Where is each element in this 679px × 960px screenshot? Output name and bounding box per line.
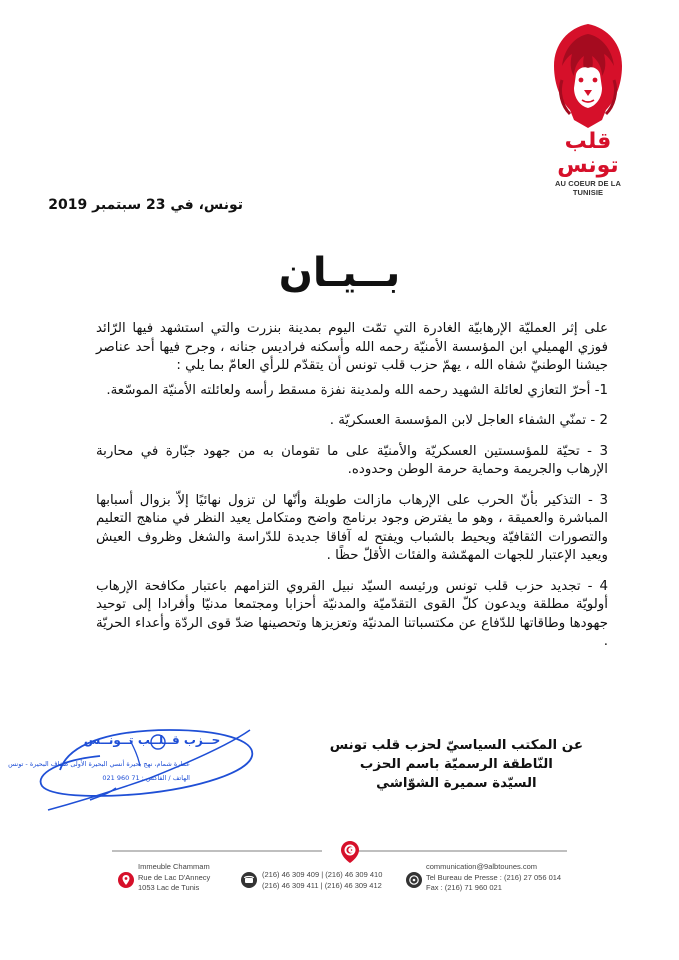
logo-arabic-name: قلب تونس <box>557 129 619 178</box>
lion-logo-icon <box>548 22 628 134</box>
document-date: تونس، في 23 سبتمبر 2019 <box>48 197 243 213</box>
stamp-address: عمارة شمام، نهج بحيرة أنسي البحيرة الأولى ضفاف البحيرة - تونس <box>8 760 190 768</box>
signature-line-office: عن المكتب السياسيّ لحزب قلب تونس <box>329 738 583 753</box>
footer-phone-line: (216) 46 309 409 | (216) 46 309 410 <box>262 870 383 879</box>
phone-icon <box>241 872 257 888</box>
footer-fax: Fax : (216) 71 960 021 <box>426 883 502 892</box>
tunisia-flag-icon <box>340 840 360 864</box>
statement-body <box>96 320 608 664</box>
logo-tagline: AU COEUR DE LA TUNISIE <box>555 179 621 197</box>
footer-address-line: Immeuble Chammam <box>138 862 210 871</box>
point-paragraph: 3 - تحيّة للمؤسستين العسكريّة والأمنيّة على ما تقومان به من جهود جبّارة في محاربة الإرهاب والجريمة وحماية حرمة الوطن وحدوده. <box>96 443 608 477</box>
contact-icon <box>406 872 422 888</box>
location-icon <box>118 872 134 888</box>
point-paragraph: 1- أحرّ التعازي لعائلة الشهيد رحمه الله ولمدينة نفزة مسقط رأسه ولعائلته الأمنيّة الموسّعة. <box>106 382 608 398</box>
point-paragraph: 2 - تمنّي الشفاء العاجل لابن المؤسسة العسكريّة . <box>329 413 608 428</box>
footer-contact <box>426 862 561 894</box>
footer-address-line: 1053 Lac de Tunis <box>138 883 200 892</box>
handwritten-signature <box>30 700 260 820</box>
footer-address-line: Rue de Lac D'Annecy <box>138 872 211 882</box>
document-title: بــيـان <box>278 250 401 296</box>
signature-line-name: السيّدة سميرة الشوّاشي <box>376 776 537 791</box>
stamp-phone: الهاتف / الفاكس : 71 960 021 <box>102 774 190 782</box>
intro-paragraph: على إثر العمليّة الإرهابيّة الغادرة التي تمّت اليوم بمدينة بنزرت والتي استشهد فيها الرّائد فوزي الهميلي ابن المؤسسة الأمنيّة رحمه الله وأسكنه فراديس جنانه ، وجرح فيها أحد عناصر جيشنا الوطنيّ شفاه الله ، يهمّ حزب قلب تونس أن يتقدّم للرأي العامّ بما يلي : <box>96 321 608 373</box>
footer-phone-line: (216) 46 309 411 | (216) 46 309 412 <box>262 880 382 890</box>
point-paragraph: 3 - التذكير بأنّ الحرب على الإرهاب مازالت طويلة وأنّها لن تزول نهائيًا إلاّ بزوال أسبابها المباشرة والعميقة ، وهو ما يفترض وجود برنامج واضح ومتكامل يعيد النظر في مناهج التعليم والتصورات الثقافيّة ويحيط بالشباب ويفتح له آفاقا جديدة للدّراسة والشغل وظروف العيش ويعيد الإعتبار للجهات المهمّشة والفئات الأقلّ حظًا . <box>96 492 608 563</box>
stamp-title: حــزب قــلــب تــونــس <box>83 733 221 747</box>
page-footer <box>96 862 616 932</box>
point-paragraph: 4 - تجديد حزب قلب تونس ورئيسه السيّد نبيل القروي التزامهم باعتبار مكافحة الإرهاب أولويّة مطلقة ويدعون كلّ القوى التقدّميّة والمدنيّة أحزابا ومجتمعا مدنيّا وأفرادا إلى توحيد جهودها وطاقاتها للدّفاع عن مكتسباتنا المدنيّة وتعزيزها وتحصينها ضدّ قوى الردّة وأعداء الحريّة . <box>96 578 608 649</box>
party-logo <box>548 22 628 197</box>
signature-line-role: النّاطقة الرسميّة باسم الحزب <box>359 757 553 772</box>
signature-block <box>330 736 583 793</box>
footer-phones <box>262 870 382 891</box>
footer-address <box>138 862 210 894</box>
footer-email: communication@9albtounes.com <box>426 862 538 871</box>
footer-press-phone: Tel Bureau de Presse : (216) 27 056 014 <box>426 872 562 882</box>
